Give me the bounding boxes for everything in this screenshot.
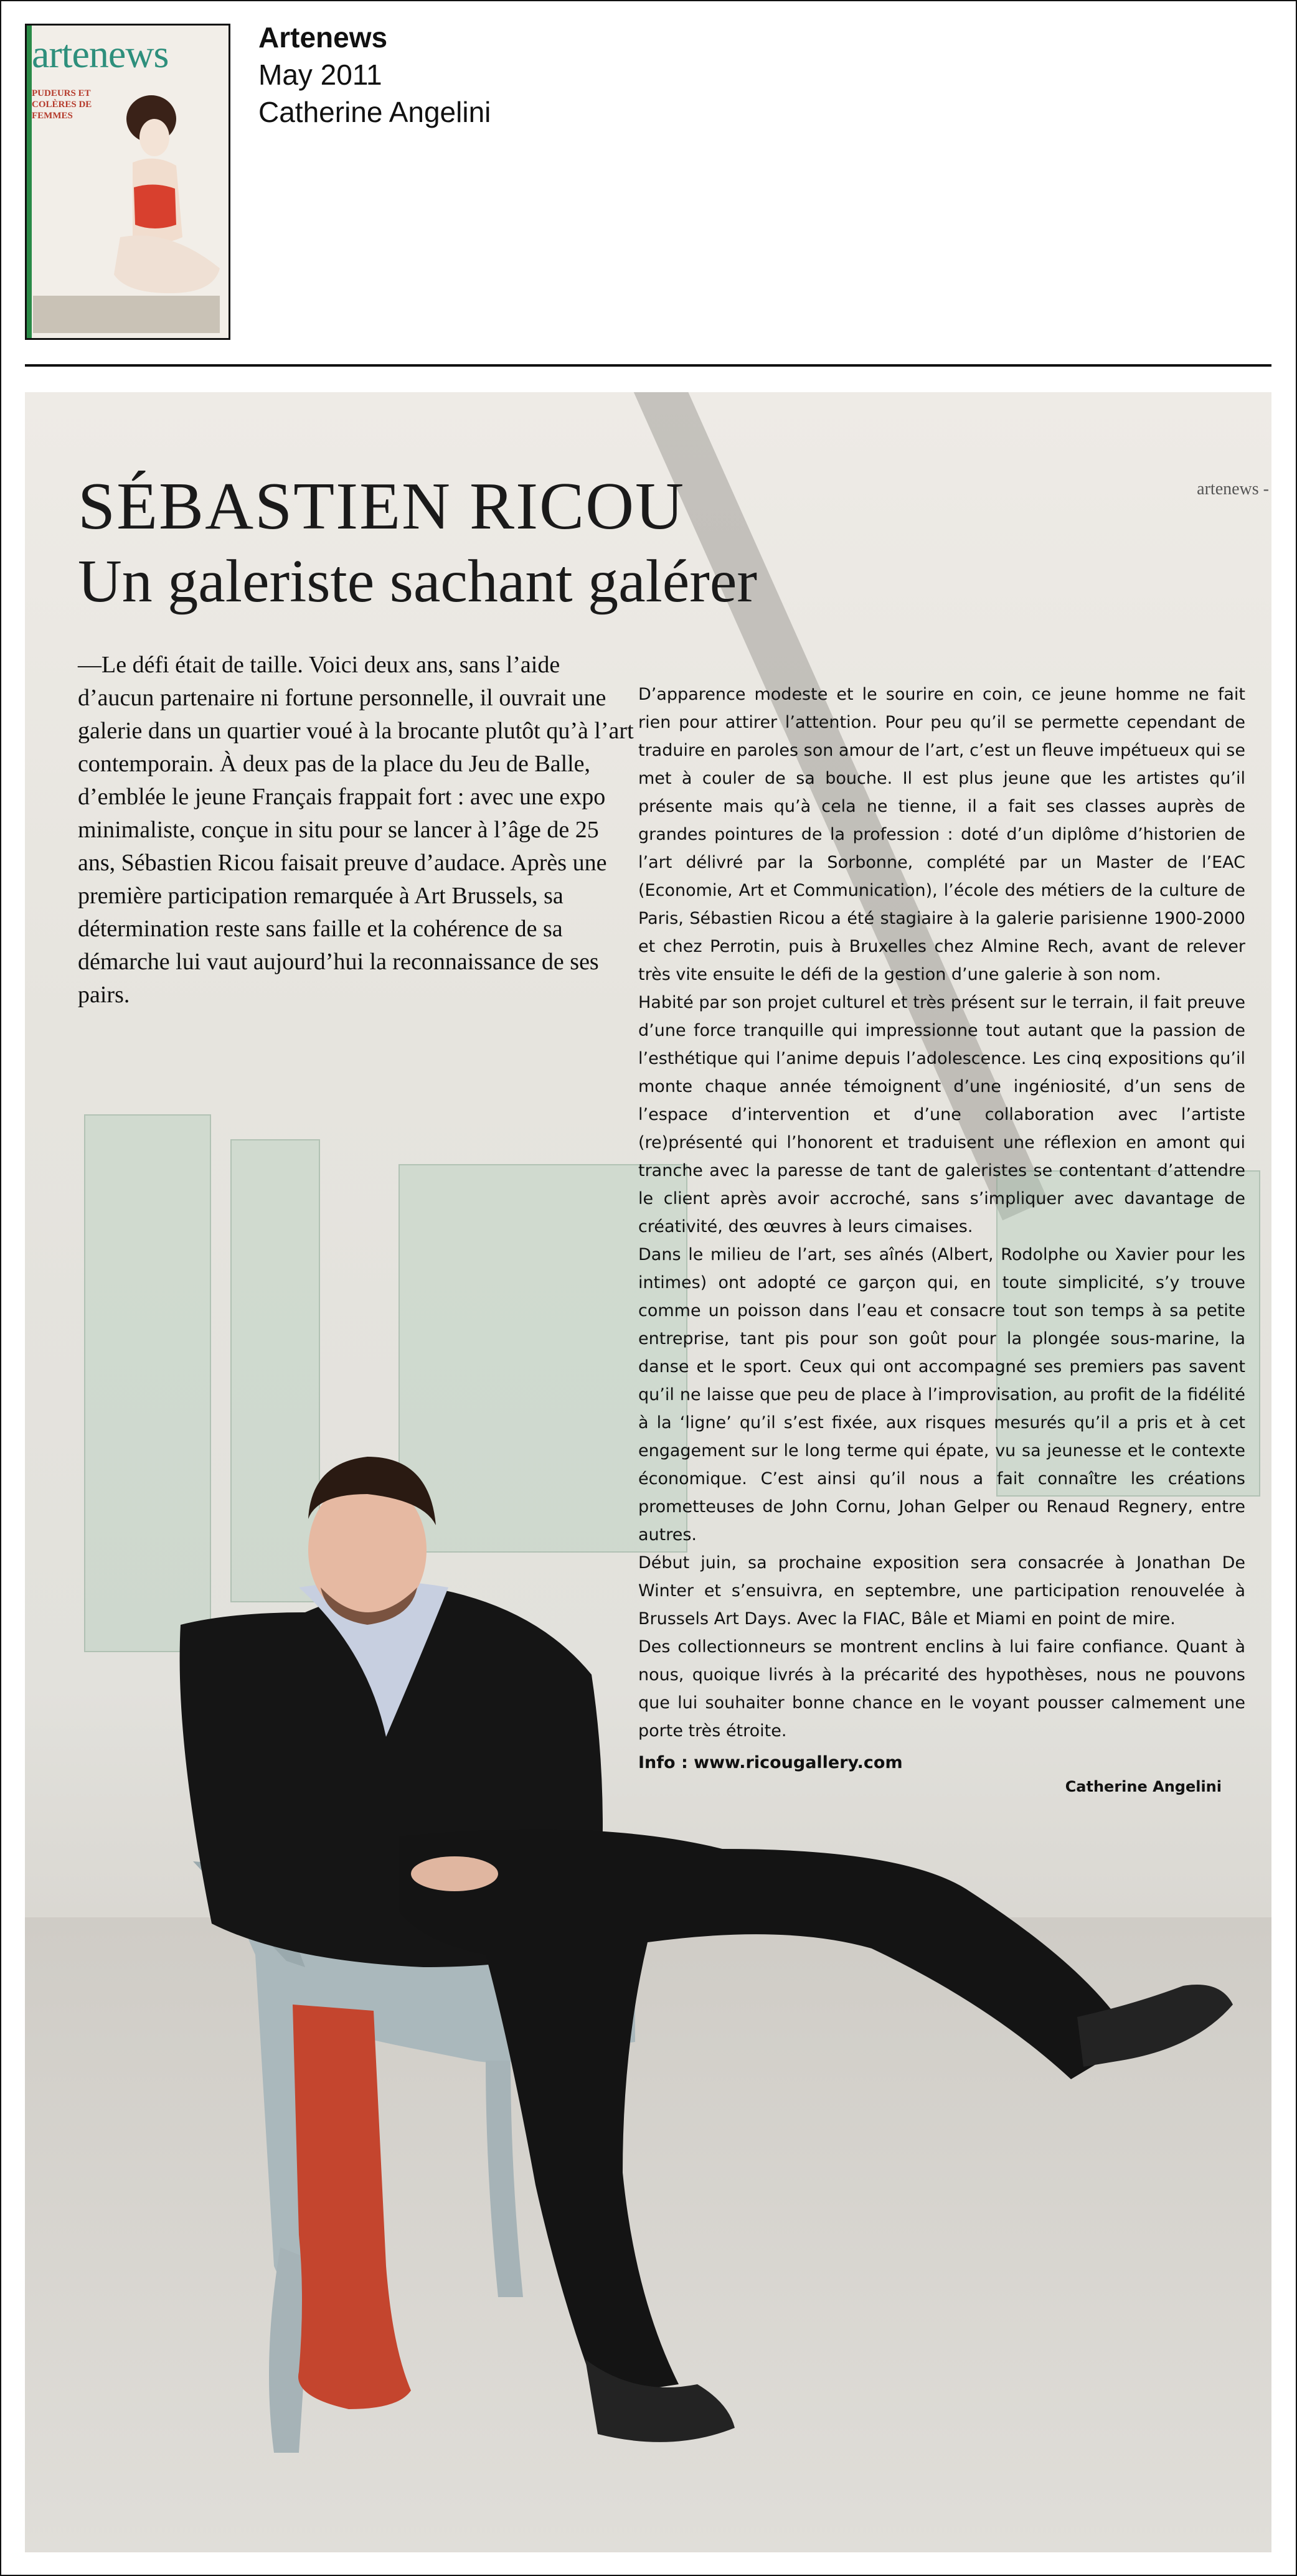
article-subtitle: Un galeriste sachant galérer: [78, 548, 758, 615]
magazine-cover-thumbnail: [25, 24, 230, 340]
cover-logo: artenews: [32, 32, 169, 76]
cover-footer-band: [33, 296, 220, 333]
header-divider: [25, 364, 1271, 367]
body-paragraph: Début juin, sa prochaine exposition sera consacrée à Jonathan De Winter et s’ensuivra, en septembre, une participation renouvelée à Brussels Art Days. Avec la FIAC, Bâle et Miami en point de mire.: [638, 1553, 1245, 1629]
running-head: artenews -: [1197, 479, 1269, 499]
article-body: [638, 680, 1245, 1777]
publication-date: May 2011: [258, 59, 382, 91]
body-paragraph: D’apparence modeste et le sourire en coin, ce jeune homme ne fait rien pour attirer l’attention. Pour peu qu’il se permette cependant de traduire en paroles son amour de l’art, c’est un fleuve impétueux qui se met à couler de sa bouche. Il est plus jeune que les artistes qu’il présente mais qu’à cela ne tienne, il a fait ses classes auprès de grandes pointures de la profession : doté d’un diplôme d’historien de l’art délivré par la Sorbonne, complété par un Master de l’EAC (Economie, Art et Communication), l’école des métiers de la culture de Paris, Sébastien Ricou a été stagiaire à la galerie parisienne 1900-2000 et chez Perrotin, puis à Bruxelles chez Almine Rech, avant de relever très vite ensuite le défi de la gestion d’une galerie à son nom.: [638, 685, 1245, 984]
cover-figure-illustration: [95, 94, 226, 318]
article-title: SÉBASTIEN RICOU: [78, 469, 686, 543]
body-paragraph: Des collectionneurs se montrent enclins à lui faire confiance. Quant à nous, quoique livrés à la précarité des hypothèses, nous ne pouvons que lui souhaiter bonne chance en le voyant pousser calmement une porte très étroite.: [638, 1637, 1245, 1741]
info-link[interactable]: Info : www.ricougallery.com: [638, 1753, 903, 1772]
cover-spine-strip: [27, 26, 32, 338]
article-scan: [25, 392, 1271, 2552]
article-lede: [78, 649, 638, 1012]
clipping-author: Catherine Angelini: [258, 96, 491, 128]
publication-name: Artenews: [258, 21, 388, 54]
cover-tagline: PUDEURS ET COLÈRES DE FEMMES: [32, 88, 92, 121]
clipping-meta: [258, 19, 491, 131]
lede-text: —Le défi était de taille. Voici deux ans, sans l’aide d’aucun partenaire ni fortune personnelle, il ouvrait une galerie dans un quartier voué à la brocante plutôt qu’à l’art contemporain. À deux pas de la place du Jeu de Balle, d’emblée le jeune Français frappait fort : avec une expo minimaliste, conçue in situ pour se lancer à l’âge de 25 ans, Sébastien Ricou faisait preuve d’audace. Après une première participation remarquée à Art Brussels, sa détermination reste sans faille et la cohérence de sa démarche lui vaut aujourd’hui la reconnaissance de ses pairs.: [78, 652, 634, 1008]
body-paragraph: Habité par son projet culturel et très présent sur le terrain, il fait preuve d’une force tranquille qui impressionne tout autant que la passion de l’esthétique qui l’anime depuis l’adolescence. Les cinq expositions qu’il monte chaque année témoignent d’une ingéniosité, d’un sens de l’espace d’intervention et d’une collaboration avec l’artiste (re)présenté qui l’honorent et traduisent une réflexion en amont qui tranche avec la paresse de tant de galeristes se contentant d’attendre le client après avoir accroché, sans s’impliquer avec davantage de créativité, des œuvres à leurs cimaises.: [638, 993, 1245, 1236]
body-paragraph: Dans le milieu de l’art, ses aînés (Albert, Rodolphe ou Xavier pour les intimes) ont adopté ce garçon qui, en toute simplicité, s’y trouve comme un poisson dans l’eau et consacre tout son temps à sa petite entreprise, tant pis pour son goût pour la plongée sous-marine, la danse et le sport. Ceux qui ont accompagné ses premiers pas savent qu’il ne laisse que peu de place à l’improvisation, au profit de la fidélité à la ‘ligne’ qu’il s’est fixée, aux risques mesurés qu’il a pris et à cet engagement sur le long terme qui épate, vu sa jeunesse et le contexte économique. C’est ainsi qu’il nous a fait connaître les créations prometteuses de John Cornu, Johan Gelper ou Renaud Regnery, entre autres.: [638, 1245, 1245, 1544]
article-byline: Catherine Angelini: [1065, 1778, 1222, 1795]
